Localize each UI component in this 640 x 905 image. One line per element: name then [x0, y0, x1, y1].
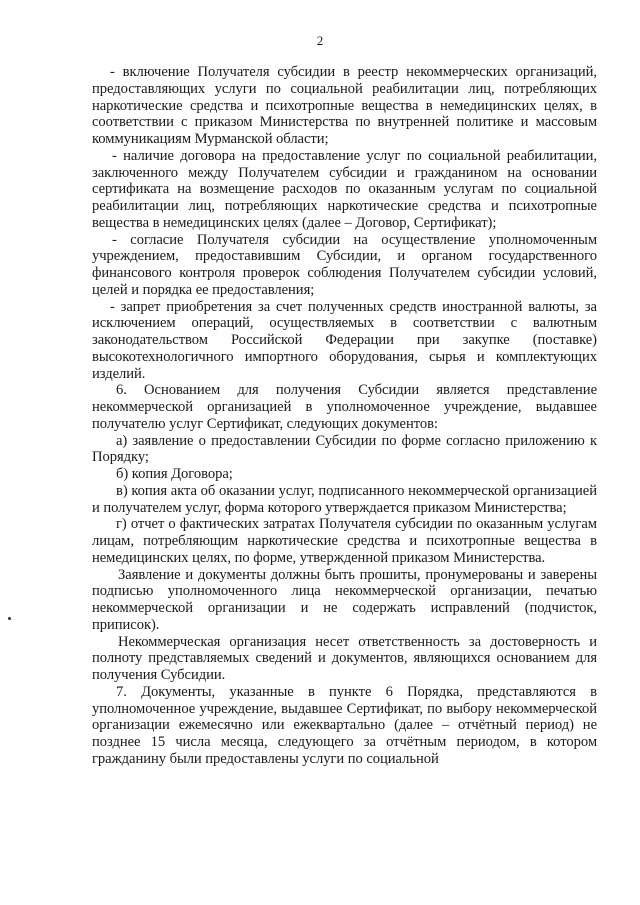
paragraph-item-v: в) копия акта об оказании услуг, подписанного некоммерческой организацией и получателем услуг, форма которого утверждается приказом Министерства;: [92, 482, 597, 516]
paragraph-clause-7: 7. Документы, указанные в пункте 6 Порядка, представляются в уполномоченное учреждение, выдавшее Сертификат, по выбору некоммерческой организации ежемесячно или ежеквартально (далее – отчётный период) не позднее 15 числа месяца, следующего за отчётным периодом, в котором гражданину были предоставлены услуги по социальной: [92, 683, 597, 767]
margin-dot: [8, 617, 11, 620]
page-number: 2: [316, 33, 324, 48]
paragraph-contract-availability: - наличие договора на предоставление услуг по социальной реабилитации, заключенного между Получателем субсидии и гражданином на основании сертификата на возмещение расходов по оказанным услугам по социальной реабилитации лиц, потребляющих наркотические средства и психотропные вещества в немедицинских целях (далее – Договор, Сертификат);: [92, 147, 597, 231]
paragraph-document-requirements: Заявление и документы должны быть прошиты, пронумерованы и заверены подписью уполномоченного лица некоммерческой организации, печатью некоммерческой организации и не содержать исправлений (подчисток, приписок).: [92, 566, 597, 633]
paragraph-responsibility: Некоммерческая организация несет ответственность за достоверность и полноту представляемых сведений и документов, являющихся основанием для получения Субсидии.: [92, 633, 597, 683]
paragraph-item-a: а) заявление о предоставлении Субсидии по форме согласно приложению к Порядку;: [92, 432, 597, 466]
paragraph-item-g: г) отчет о фактических затратах Получателя субсидии по оказанным услугам лицам, потребляющим наркотические средства и психотропные вещества в немедицинских целях, по форме, утвержденной приказом Министерства.: [92, 516, 597, 566]
paragraph-consent-to-inspection: - согласие Получателя субсидии на осуществление уполномоченным учреждением, предоставившим Субсидии, и органом государственного финансового контроля проверок соблюдения Получателем субсидии условий, целей и порядка ее предоставления;: [92, 231, 597, 298]
paragraph-registry-inclusion: - включение Получателя субсидии в реестр некоммерческих организаций, предоставляющих услуги по социальной реабилитации лиц, потребляющих наркотические средства и психотропные вещества в немедицинских целях, в соответствии с приказом Министерства по внутренней политике и массовым коммуникациям Мурманской области;: [92, 64, 597, 147]
paragraph-currency-prohibition: - запрет приобретения за счет полученных средств иностранной валюты, за исключением операций, осуществляемых в соответствии с валютным законодательством Российской Федерации при закупке (поставке) высокотехнологичного импортного оборудования, сырья и комплектующих изделий.: [92, 298, 597, 382]
paragraph-clause-6: 6. Основанием для получения Субсидии является представление некоммерческой организацией в уполномоченное учреждение, выдавшее получателю услуг Сертификат, следующих документов:: [92, 382, 597, 432]
paragraph-item-b: б) копия Договора;: [116, 466, 233, 482]
document-body: [92, 64, 597, 768]
